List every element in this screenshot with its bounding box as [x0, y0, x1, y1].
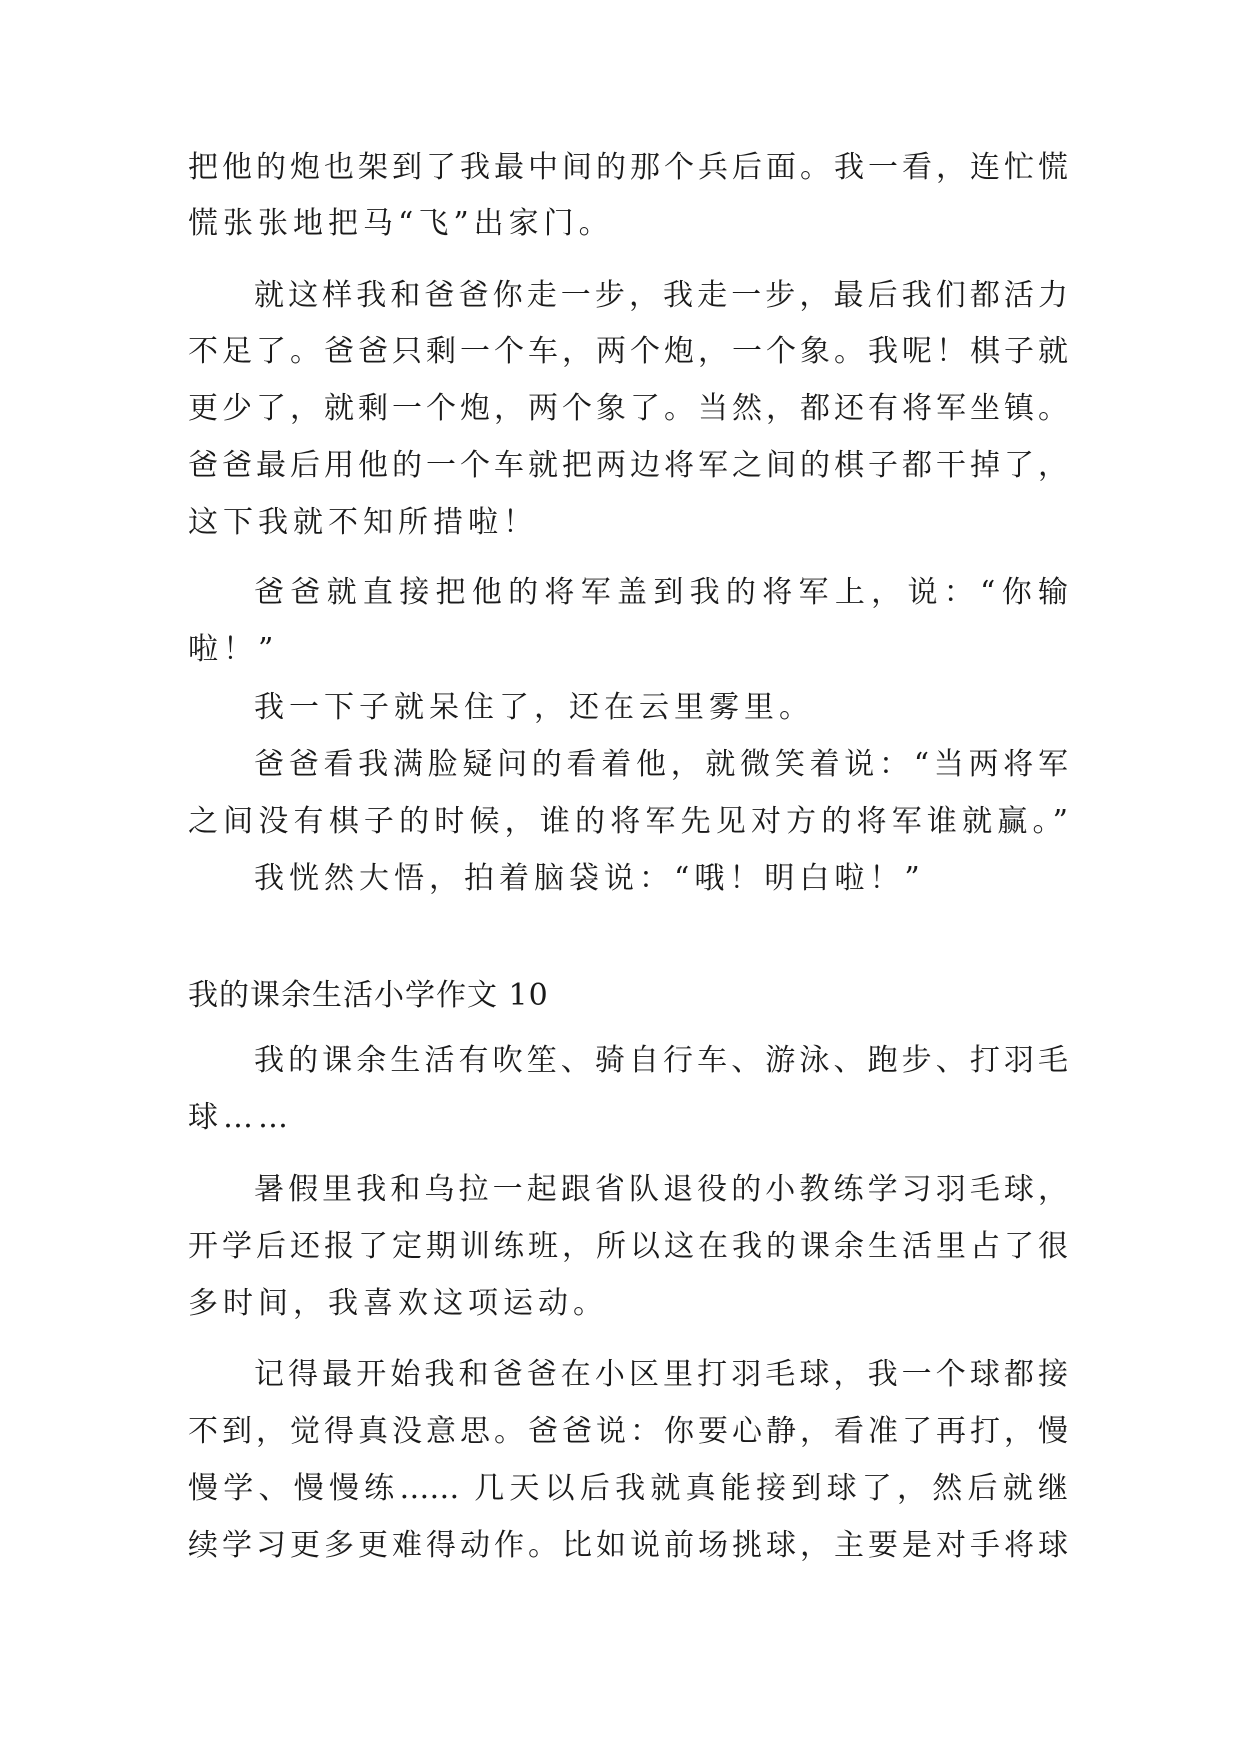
section-title: 我的课余生活小学作文 10	[188, 978, 549, 1013]
text-line: 之间没有棋子的时候，谁的将军先见对方的将军谁就赢。”	[188, 804, 1068, 839]
text-line: 我一下子就呆住了，还在云里雾里。	[254, 690, 814, 725]
text-line: 不足了。爸爸只剩一个车，两个炮，一个象。我呢！棋子就	[188, 334, 1068, 369]
text-line: 啦！”	[188, 632, 279, 667]
text-line: 续学习更多更难得动作。比如说前场挑球，主要是对手将球	[188, 1528, 1068, 1563]
text-line: 暑假里我和乌拉一起跟省队退役的小教练学习羽毛球，	[254, 1172, 1068, 1207]
text-line: 爸爸看我满脸疑问的看着他，就微笑着说：“当两将军	[254, 747, 1068, 782]
text-line: 记得最开始我和爸爸在小区里打羽毛球，我一个球都接	[254, 1357, 1068, 1392]
text-line: 爸爸最后用他的一个车就把两边将军之间的棋子都干掉了，	[188, 448, 1068, 483]
text-line: 开学后还报了定期训练班，所以这在我的课余生活里占了很	[188, 1229, 1068, 1264]
text-line: 球……	[188, 1100, 293, 1135]
text-line: 这下我就不知所措啦！	[188, 505, 538, 540]
text-line: 把他的炮也架到了我最中间的那个兵后面。我一看，连忙慌	[188, 150, 1068, 185]
text-line: 就这样我和爸爸你走一步，我走一步，最后我们都活力	[254, 278, 1068, 313]
text-line: 更少了，就剩一个炮，两个象了。当然，都还有将军坐镇。	[188, 391, 1068, 426]
text-line: 多时间，我喜欢这项运动。	[188, 1286, 608, 1321]
text-line: 我恍然大悟，拍着脑袋说：“哦！明白啦！”	[254, 861, 925, 896]
text-line: 不到，觉得真没意思。爸爸说：你要心静，看准了再打，慢	[188, 1414, 1068, 1449]
text-line: 慌张张地把马“飞”出家门。	[188, 206, 614, 241]
text-line: 我的课余生活有吹笙、骑自行车、游泳、跑步、打羽毛	[254, 1043, 1068, 1078]
text-line: 爸爸就直接把他的将军盖到我的将军上，说：“你输	[254, 575, 1068, 610]
text-line: 慢学、慢慢练…… 几天以后我就真能接到球了，然后就继	[188, 1471, 1068, 1506]
